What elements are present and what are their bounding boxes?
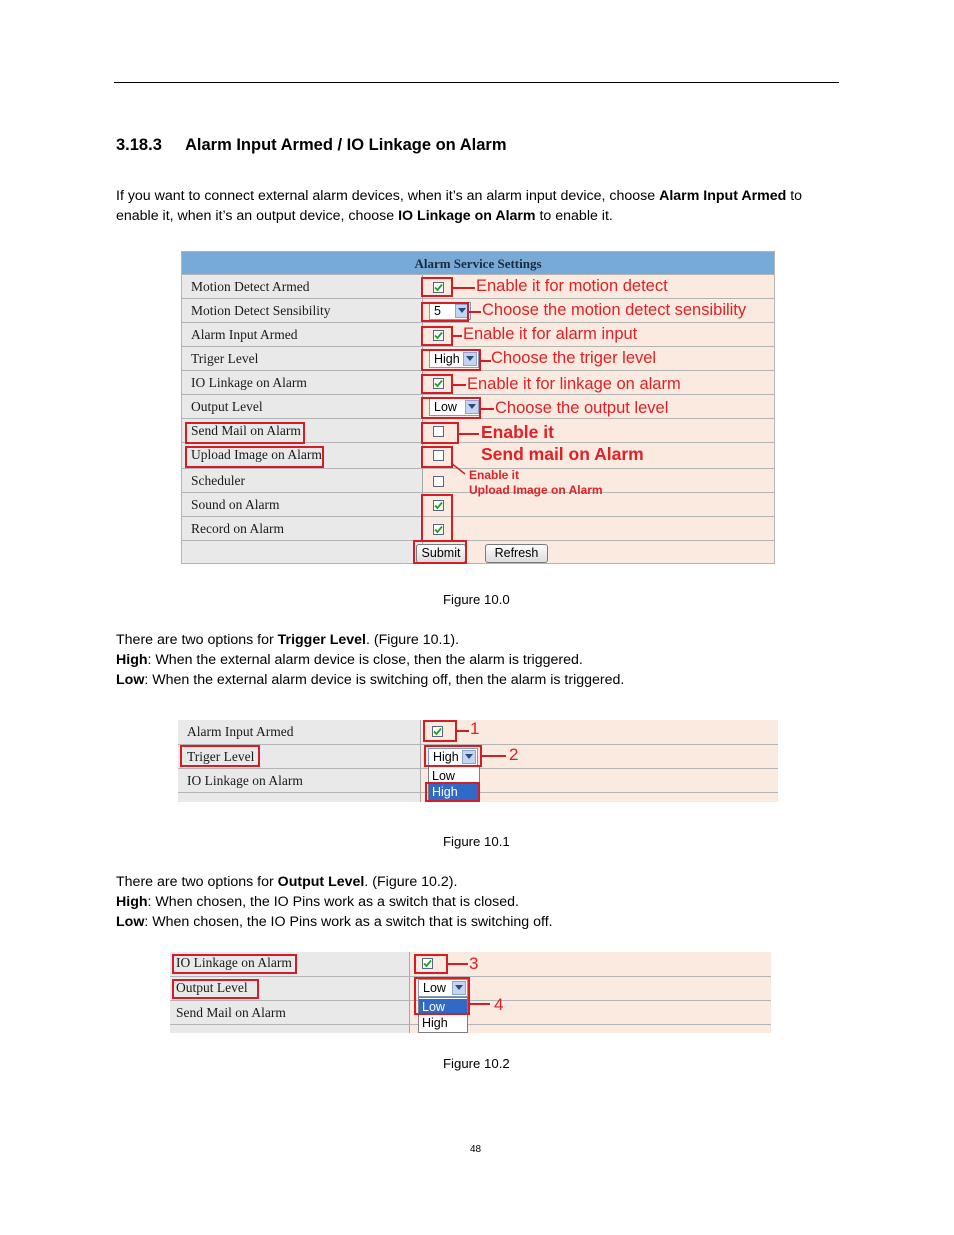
option-high[interactable]: High — [429, 784, 479, 800]
intro-text: enable it, when it’s an output device, choose — [116, 208, 399, 224]
button-row — [182, 540, 774, 564]
trigger-text: There are two options for — [116, 632, 278, 648]
output-text: : When chosen, the IO Pins work as a switch that is closed. — [147, 894, 519, 910]
select-value: Low — [434, 400, 457, 414]
row-label: IO Linkage on Alarm — [187, 773, 303, 788]
annotation-output: Choose the output level — [495, 399, 669, 417]
select-value: High — [434, 352, 460, 366]
highlight-box — [421, 397, 481, 419]
row-label: Output Level — [176, 980, 248, 995]
row-label: Motion Detect Armed — [191, 279, 310, 294]
highlight-box — [421, 422, 459, 444]
highlight-box — [421, 302, 469, 322]
trigger-text: . (Figure 10.1). — [365, 632, 460, 648]
select-value: 5 — [434, 304, 441, 318]
label-cell — [170, 1025, 410, 1033]
callout-line — [482, 755, 506, 757]
intro-text: to enable it. — [535, 208, 613, 224]
submit-button[interactable]: Submit — [416, 544, 466, 563]
header-rule — [114, 82, 839, 83]
row-label: Alarm Input Armed — [187, 724, 294, 739]
annotation-send-mail: Send mail on Alarm — [481, 444, 644, 464]
row-label: Motion Detect Sensibility — [191, 303, 331, 318]
figure2-caption: Figure 10.2 — [443, 1056, 510, 1071]
trigger-bold: Trigger Level — [277, 632, 366, 648]
highlight-box — [421, 349, 481, 371]
callout-line — [453, 335, 462, 337]
annotation-motion: Enable it for motion detect — [476, 277, 668, 295]
row-label: Scheduler — [191, 473, 245, 488]
row-label: Send Mail on Alarm — [176, 1005, 286, 1020]
highlight-box — [424, 745, 482, 767]
trigger-text: : When the external alarm device is switching off, then the alarm is triggered. — [144, 672, 625, 688]
section-title: Alarm Input Armed / IO Linkage on Alarm — [185, 136, 507, 154]
callout-line — [457, 730, 469, 732]
label-cell — [178, 793, 421, 802]
output-paragraph — [116, 872, 553, 932]
option-low[interactable]: Low — [419, 999, 467, 1015]
figure0-caption: Figure 10.0 — [443, 592, 510, 607]
callout-line — [481, 408, 494, 410]
annotation-linkage: Enable it for linkage on alarm — [467, 375, 681, 393]
annotation-alarm-input: Enable it for alarm input — [463, 325, 638, 343]
highlight-box — [172, 979, 259, 999]
highlight-box — [180, 745, 260, 767]
highlight-box — [421, 446, 453, 468]
callout-line — [448, 963, 468, 965]
figure1-caption: Figure 10.1 — [443, 834, 510, 849]
select-value: High — [433, 750, 459, 764]
callout-line — [453, 287, 475, 289]
output-bold: High — [116, 894, 148, 910]
intro-text: If you want to connect external alarm devices, when it’s an alarm input device, choose — [116, 188, 660, 204]
marker-3: 3 — [469, 954, 479, 973]
marker-2: 2 — [509, 745, 519, 764]
annotation-triger: Choose the triger level — [491, 349, 657, 367]
highlight-box — [172, 954, 297, 974]
select-value: Low — [423, 981, 446, 995]
callout-line — [459, 433, 479, 435]
row-label: Alarm Input Armed — [191, 327, 298, 342]
highlight-box — [421, 326, 453, 346]
annotation-enable-it: Enable it — [481, 422, 554, 442]
panel-title: Alarm Service Settings — [414, 256, 542, 271]
highlight-box — [185, 422, 305, 444]
highlight-box — [421, 494, 453, 542]
page-number: 48 — [470, 1144, 482, 1155]
table-row — [182, 516, 774, 540]
intro-bold: Alarm Input Armed — [659, 188, 787, 204]
output-text: : When chosen, the IO Pins work as a switch that is switching off. — [144, 914, 553, 930]
row-label: Output Level — [191, 399, 263, 414]
callout-line — [450, 462, 470, 482]
output-text: . (Figure 10.2). — [364, 874, 458, 890]
trigger-bold: Low — [116, 672, 145, 688]
row-label: Upload Image on Alarm — [191, 447, 322, 462]
intro-paragraph — [116, 186, 802, 226]
intro-text: to — [786, 188, 803, 204]
trigger-bold: High — [116, 652, 148, 668]
row-label: Sound on Alarm — [191, 497, 280, 512]
output-bold: Output Level — [277, 874, 365, 890]
output-bold: Low — [116, 914, 145, 930]
highlight-box — [414, 977, 470, 1015]
highlight-box — [414, 954, 448, 974]
highlight-box — [423, 720, 457, 742]
table-row — [170, 976, 771, 1000]
label-cell — [182, 541, 423, 564]
highlight-box — [421, 374, 453, 394]
row-label: IO Linkage on Alarm — [191, 375, 307, 390]
callout-line — [481, 360, 491, 362]
row-checkbox[interactable] — [433, 476, 444, 487]
row-label: Record on Alarm — [191, 521, 284, 536]
table-row — [170, 1024, 771, 1033]
highlight-box — [421, 277, 453, 297]
callout-line — [470, 1003, 490, 1005]
annotation-sensibility: Choose the motion detect sensibility — [482, 301, 747, 319]
option-high[interactable]: High — [422, 1016, 448, 1030]
marker-4: 4 — [494, 995, 504, 1014]
refresh-button[interactable]: Refresh — [485, 544, 548, 563]
annotation-upload-image: Upload Image on Alarm — [469, 483, 603, 497]
callout-line — [469, 311, 481, 313]
trigger-paragraph — [116, 630, 624, 690]
highlight-box — [185, 446, 324, 468]
highlight-box — [413, 540, 467, 564]
annotation-enable-it-small: Enable it — [469, 468, 520, 482]
row-label: Send Mail on Alarm — [191, 423, 301, 438]
output-text: There are two options for — [116, 874, 278, 890]
trigger-text: : When the external alarm device is close, then the alarm is triggered. — [147, 652, 583, 668]
section-heading — [116, 136, 507, 155]
row-label: Triger Level — [187, 749, 255, 764]
row-label: IO Linkage on Alarm — [176, 955, 292, 970]
marker-1: 1 — [470, 719, 480, 738]
section-number: 3.18.3 — [116, 136, 162, 154]
intro-bold: IO Linkage on Alarm — [398, 208, 536, 224]
panel-titlebar — [182, 252, 774, 274]
row-label: Triger Level — [191, 351, 259, 366]
option-low[interactable]: Low — [432, 769, 455, 783]
highlight-box — [425, 782, 480, 802]
callout-line — [453, 384, 466, 386]
